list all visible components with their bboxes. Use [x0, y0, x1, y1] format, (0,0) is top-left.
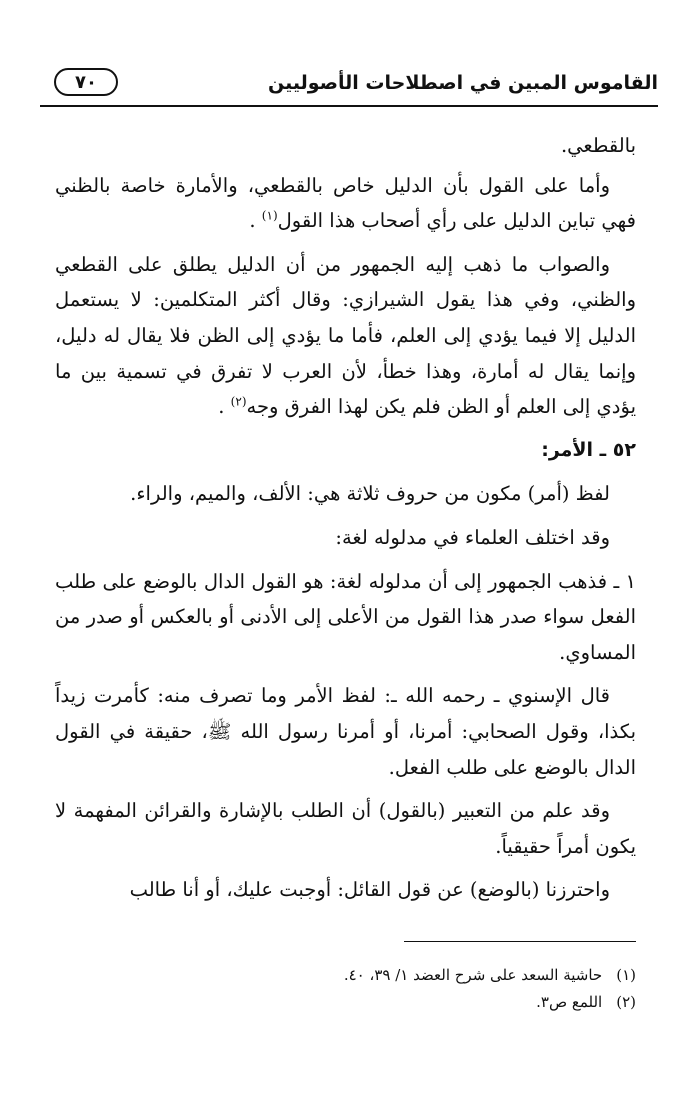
paragraph: قال الإسنوي ـ رحمه الله ـ: لفظ الأمر وما تصرف منه: كأمرت زيداً بكذا، وقول الصحابي: أمرنا، أو أمرنا رسول الله ﷺ، حقيقة في القول الدال بالوضع على طلب الفعل.	[55, 684, 636, 779]
footnote-item	[55, 962, 636, 989]
footnote-marker[interactable]: (٢)	[230, 394, 247, 409]
running-title: القاموس المبين في اصطلاحات الأصوليين	[268, 72, 658, 94]
footnote-item	[55, 989, 636, 1016]
paragraph: بالقطعي.	[560, 134, 636, 157]
header-divider	[40, 105, 658, 107]
footnote-number: (٢)	[616, 993, 636, 1011]
page-number: ٧٠	[54, 68, 118, 96]
paragraph: لفظ (أمر) مكون من حروف ثلاثة هي: الألف، والميم، والراء.	[130, 482, 610, 506]
paragraph: واحترزنا (بالوضع) عن قول القائل: أوجبت عليك، أو أنا طالب	[129, 878, 610, 902]
paragraph: والصواب ما ذهب إليه الجمهور من أن الدليل يطلق على القطعي والظني، وفي هذا يقول الشيرازي: وقال أكثر المتكلمين: لا يستعمل الدليل إلا فيما يؤدي إلى العلم، فأما ما يؤدي إلى الظن فلا يقال له دليل، وإنما يقال له أمارة، وهذا خطأ، لأن العرب لا تفرق في تسمية بين ما يؤدي إلى العلم أو الظن فلم يكن لهذا الفرق وجه$^{(٢)}$ .	[55, 252, 636, 419]
footnote-marker[interactable]: (١)	[261, 208, 278, 223]
section-heading: ٥٢ ـ الأمر:	[541, 438, 636, 461]
paragraph: وأما على القول بأن الدليل خاص بالقطعي، والأمارة خاصة بالظني فهي تباين الدليل على رأي أصحاب هذا القول$^{(١)}$ .	[55, 173, 636, 233]
main-text	[55, 128, 636, 916]
footnote-text: حاشية السعد على شرح العضد ١/ ٣٩، ٤٠.	[343, 966, 603, 984]
footnote-divider	[404, 941, 636, 942]
footnotes	[55, 962, 636, 1016]
footnote-text: اللمع ص٣.	[536, 993, 603, 1011]
paragraph: وقد اختلف العلماء في مدلوله لغة:	[335, 525, 610, 549]
footnote-number: (١)	[616, 966, 636, 984]
paragraph: ١ ـ فذهب الجمهور إلى أن مدلوله لغة: هو القول الدال بالوضع على طلب الفعل سواء صدر هذا القول من الأعلى إلى الأدنى أو بالعكس أو صدر من المساوي.	[55, 569, 636, 664]
page-header	[40, 58, 658, 112]
paragraph: وقد علم من التعبير (بالقول) أن الطلب بالإشارة والقرائن المفهمة لا يكون أمراً حقيقياً.	[55, 799, 636, 858]
